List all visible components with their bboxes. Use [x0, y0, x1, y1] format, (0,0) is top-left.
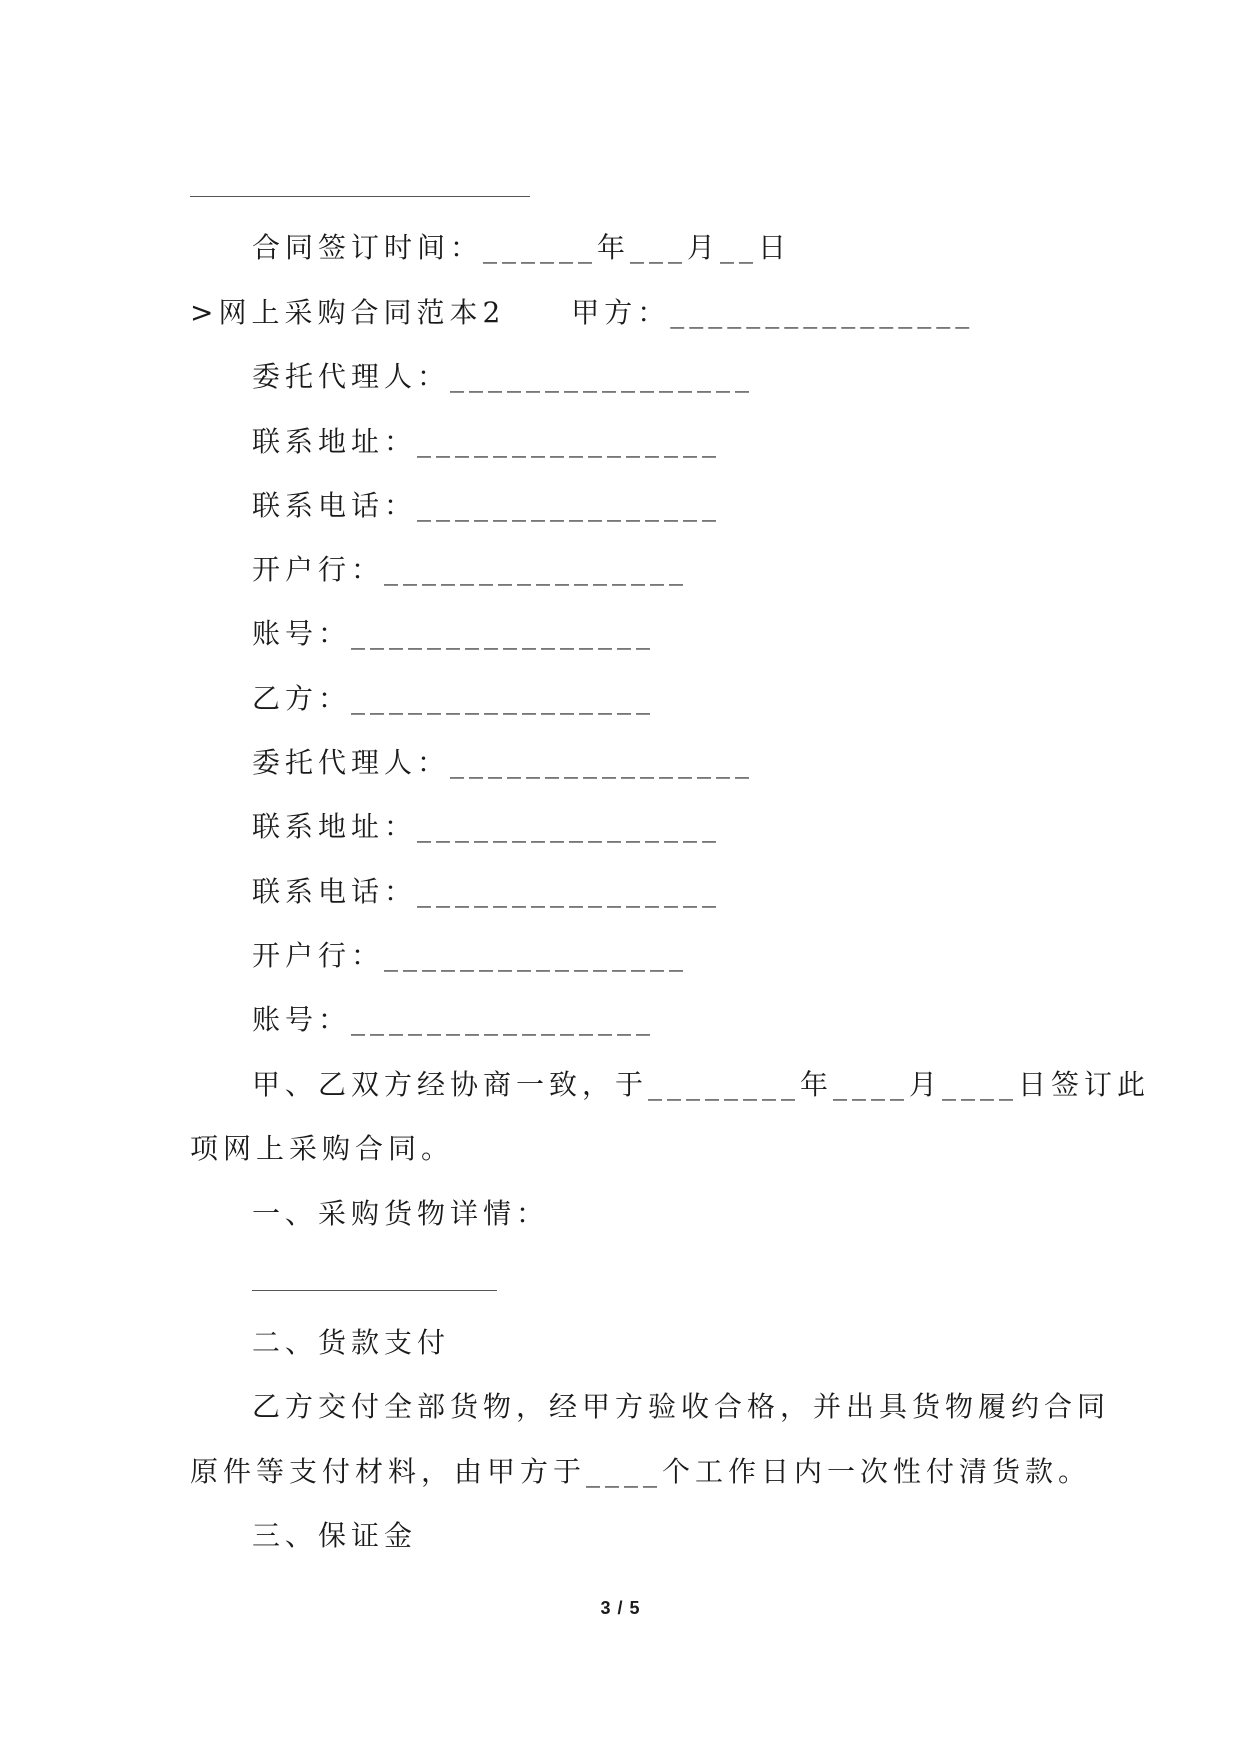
party-b-phone: 联系电话：________________ — [252, 875, 722, 908]
blank-line-top — [190, 196, 530, 197]
party-b-address: 联系地址：________________ — [252, 810, 722, 843]
party-a-bank: 开户行：________________ — [252, 553, 689, 586]
party-b-agent: 委托代理人：________________ — [252, 746, 755, 779]
blank-line-goods — [252, 1290, 497, 1291]
section-heading-goods: 一、采购货物详情： — [252, 1197, 550, 1230]
party-b-bank: 开户行：________________ — [252, 939, 689, 972]
section-title-party-a: >网上采购合同范本2 甲方：________________ — [190, 296, 975, 329]
contract-sign-date: 合同签订时间：______年___月__日 — [252, 231, 792, 264]
section-heading-deposit: 三、保证金 — [252, 1519, 418, 1552]
party-b-account: 账号：________________ — [252, 1003, 656, 1036]
party-b: 乙方：________________ — [252, 682, 656, 715]
party-a-address: 联系地址：________________ — [252, 425, 722, 458]
party-a-agent: 委托代理人：________________ — [252, 360, 755, 393]
section-heading-payment: 二、货款支付 — [252, 1326, 451, 1359]
payment-paragraph-line1: 乙方交付全部货物，经甲方验收合格，并出具货物履约合同 — [252, 1390, 1111, 1423]
party-a-account: 账号：________________ — [252, 617, 656, 650]
payment-paragraph-line2: 原件等支付材料，由甲方于____个工作日内一次性付清货款。 — [190, 1455, 1092, 1488]
agreement-paragraph-line2: 项网上采购合同。 — [190, 1132, 455, 1165]
party-a-phone: 联系电话：________________ — [252, 489, 722, 522]
page-number: 3 / 5 — [600, 1598, 641, 1618]
agreement-paragraph-line1: 甲、乙双方经协商一致，于________年____月____日签订此 — [252, 1068, 1151, 1101]
